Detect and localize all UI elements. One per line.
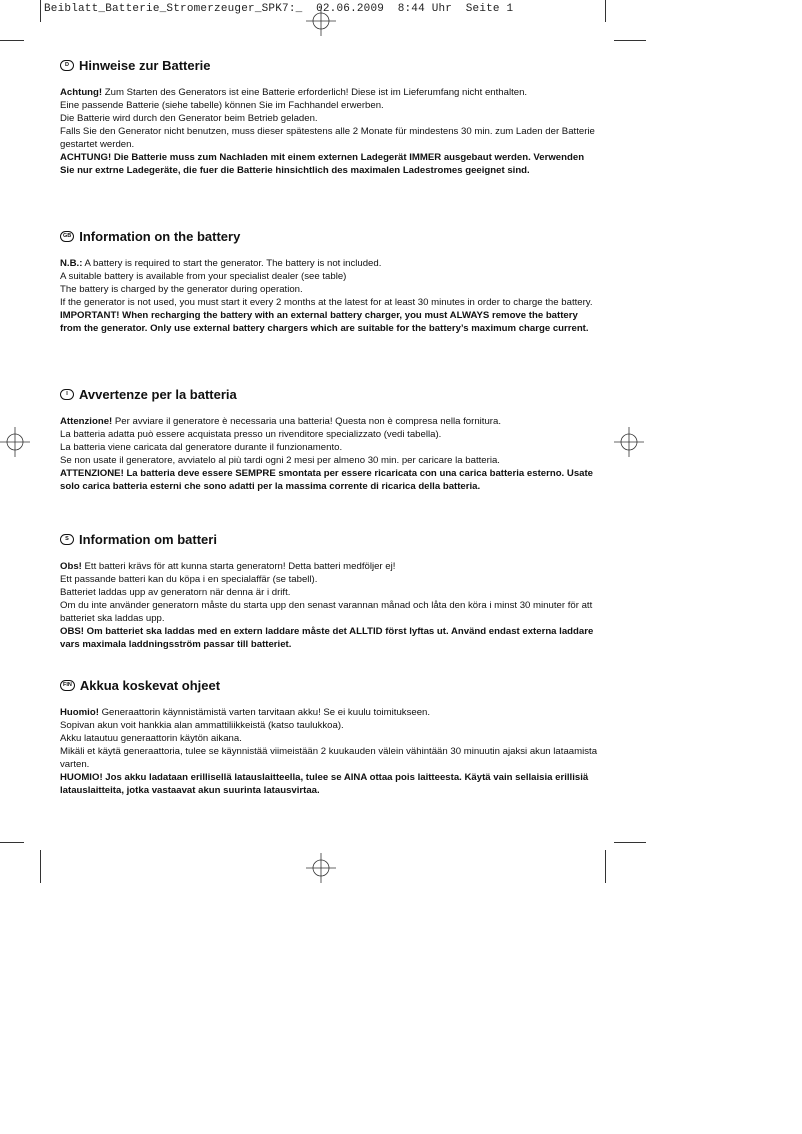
text-line: A suitable battery is available from your specialist dealer (see table) <box>60 271 347 282</box>
section-swedish <box>60 532 600 651</box>
header-date: 02.06.2009 <box>316 3 385 15</box>
registration-mark-left <box>0 427 30 457</box>
text-line: Die Batterie wird durch den Generator beim Betrieb geladen. <box>60 113 318 124</box>
section-body <box>60 86 600 177</box>
registration-mark-top <box>306 6 336 36</box>
crop-mark-bottom-right-h <box>614 842 646 843</box>
lead-label: Achtung! <box>60 87 103 98</box>
section-italian <box>60 387 600 493</box>
lead-label: Attenzione! <box>60 416 113 427</box>
text-line: La batteria viene caricata dal generatore durante il funzionamento. <box>60 442 343 453</box>
section-heading <box>60 58 600 73</box>
section-body <box>60 706 600 797</box>
crop-mark-top-left <box>40 0 41 22</box>
header-time: 8:44 Uhr <box>397 3 453 15</box>
section-english <box>60 229 600 335</box>
section-heading <box>60 678 600 693</box>
registration-mark-bottom <box>306 853 336 883</box>
language-badge-icon: FIN <box>60 680 75 691</box>
section-heading <box>60 229 600 244</box>
section-body <box>60 257 600 335</box>
warning-text: ACHTUNG! Die Batterie muss zum Nachladen mit einem externen Ladegerät IMMER ausgebaut werden. Verwenden Sie nur extrne Ladegeräte, die fuer die Batterie hinsichtlich des maximalen Ladestromes geeignet sind. <box>60 152 585 176</box>
text-line: Obs! Ett batteri krävs för att kunna starta generatorn! Detta batteri medföljer ej! <box>60 561 396 572</box>
text-line: Mikäli et käytä generaattoria, tulee se käynnistää viimeistään 2 kuukauden välein vähintään 30 minuutin ajaksi akun lataamista varten. <box>60 746 598 770</box>
lead-label: Huomio! <box>60 707 99 718</box>
text-line: Ett passande batteri kan du köpa i en specialaffär (se tabell). <box>60 574 318 585</box>
text-line: Falls Sie den Generator nicht benutzen, muss dieser spätestens alle 2 Monate für mindestens 30 min. zum Laden der Batterie gestartet werden. <box>60 126 595 150</box>
section-german <box>60 58 600 177</box>
text-line: Om du inte använder generatorn måste du starta upp den senast varannan månad och låta den köra i minst 30 minuter för att batteriet ska laddas upp. <box>60 600 593 624</box>
section-title: Avvertenze per la batteria <box>79 387 237 402</box>
section-title: Information on the battery <box>79 229 241 244</box>
language-badge-icon: I <box>60 389 74 400</box>
language-badge-icon: D <box>60 60 74 71</box>
section-body <box>60 560 600 651</box>
language-badge-icon: GB <box>60 231 74 242</box>
text-line: If the generator is not used, you must start it every 2 months at the latest for at least 30 minutes in order to charge the battery. <box>60 297 593 308</box>
header-page: Seite 1 <box>465 3 514 15</box>
language-badge-icon: S <box>60 534 74 545</box>
header-filename: Beiblatt_Batterie_Stromerzeuger_SPK7:_ <box>44 3 303 15</box>
crop-mark-bottom-right <box>605 850 606 883</box>
warning-text: OBS! Om batteriet ska laddas med en extern laddare måste det ALLTID först lyftas ut. Använd endast externa laddare vars maximala laddningsström passar till batteriet. <box>60 626 594 650</box>
section-heading <box>60 387 600 402</box>
warning-text: HUOMIO! Jos akku ladataan erillisellä latauslaitteella, tulee se AINA ottaa pois laitteesta. Käytä vain sellaisia erillisiä latauslaitteita, jotka vastaavat akun suurinta latausvirtaa. <box>60 772 589 796</box>
section-body <box>60 415 600 493</box>
print-header <box>44 3 513 15</box>
crop-mark-top-right-h <box>614 40 646 41</box>
text-line: Achtung! Zum Starten des Generators ist eine Batterie erforderlich! Diese ist im Lieferumfang nicht enthalten. <box>60 87 528 98</box>
crop-mark-bottom-left <box>40 850 41 883</box>
warning-text: IMPORTANT! When recharging the battery with an external battery charger, you must ALWAYS remove the battery from the generator. Only use external battery chargers which are suitable for the battery’s maximum charge current. <box>60 310 589 334</box>
section-title: Hinweise zur Batterie <box>79 58 211 73</box>
text-line: Huomio! Generaattorin käynnistämistä varten tarvitaan akku! Se ei kuulu toimitukseen. <box>60 707 431 718</box>
section-heading <box>60 532 600 547</box>
registration-mark-right <box>614 427 644 457</box>
section-title: Akkua koskevat ohjeet <box>79 678 221 693</box>
lead-label: N.B.: <box>60 258 83 269</box>
text-line: The battery is charged by the generator during operation. <box>60 284 303 295</box>
text-line: Se non usate il generatore, avviatelo al più tardi ogni 2 mesi per almeno 30 min. per caricare la batteria. <box>60 455 500 466</box>
crop-mark-top-right <box>605 0 606 22</box>
crop-mark-bottom-left-h <box>0 842 24 843</box>
section-finnish <box>60 678 600 797</box>
crop-mark-top-left-h <box>0 40 24 41</box>
text-line: Eine passende Batterie (siehe tabelle) können Sie im Fachhandel erwerben. <box>60 100 384 111</box>
text-line: Batteriet laddas upp av generatorn när denna är i drift. <box>60 587 291 598</box>
warning-text: ATTENZIONE! La batteria deve essere SEMPRE smontata per essere ricaricata con una carica batteria esterno. Usate solo carica batteria esterni che sono adatti per la massima corrente di ricarica della batteria. <box>60 468 594 492</box>
text-line: Attenzione! Per avviare il generatore è necessaria una batteria! Questa non è compresa nella fornitura. <box>60 416 502 427</box>
text-line: La batteria adatta può essere acquistata presso un rivenditore specializzato (vedi tabella). <box>60 429 442 440</box>
text-line: N.B.: A battery is required to start the generator. The battery is not included. <box>60 258 382 269</box>
text-line: Sopivan akun voit hankkia alan ammattiliikkeistä (katso taulukkoa). <box>60 720 344 731</box>
text-line: Akku latautuu generaattorin käytön aikana. <box>60 733 242 744</box>
lead-label: Obs! <box>60 561 82 572</box>
section-title: Information om batteri <box>79 532 217 547</box>
